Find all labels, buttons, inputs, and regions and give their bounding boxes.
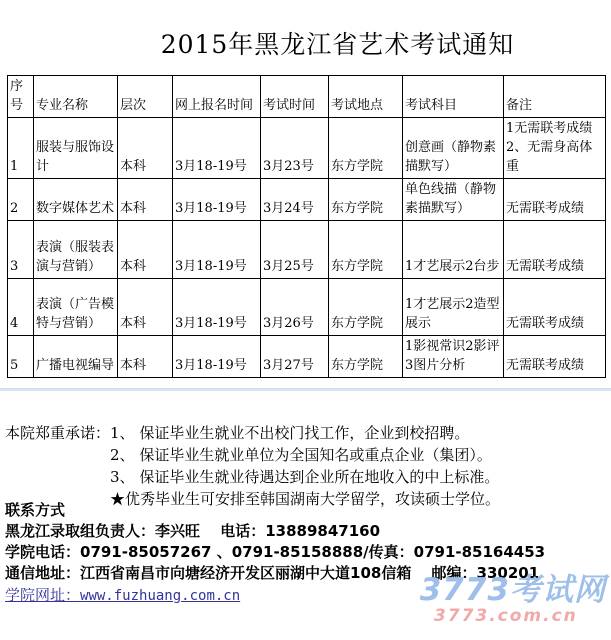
cell-exam-time: 3月23号 xyxy=(261,118,329,179)
contact-recruiter-line: 黑龙江录取组负责人：李兴旺 电话：13889847160 xyxy=(5,522,381,540)
col-header-note: 备注 xyxy=(504,76,606,118)
cell-subjects: 单色线描（静物素描默写） xyxy=(403,179,504,221)
contact-section xyxy=(5,500,605,607)
cell-reg-time: 3月18-19号 xyxy=(173,179,261,221)
promise-label: 本院郑重承诺： xyxy=(5,424,111,442)
col-header-major: 专业名称 xyxy=(34,76,118,118)
horizontal-divider xyxy=(0,388,611,391)
promise-item: 3、 保证毕业生就业待遇达到企业所在地收入的中上标准。 xyxy=(110,468,500,486)
cell-exam-time: 3月25号 xyxy=(261,221,329,279)
cell-location: 东方学院 xyxy=(329,118,403,179)
cell-no: 1 xyxy=(8,118,34,179)
website-link[interactable] xyxy=(5,585,240,607)
cell-reg-time: 3月18-19号 xyxy=(173,221,261,279)
exam-notice-table xyxy=(7,75,606,378)
cell-reg-time: 3月18-19号 xyxy=(173,336,261,378)
table-row xyxy=(8,336,606,378)
cell-level: 本科 xyxy=(118,279,173,336)
cell-level: 本科 xyxy=(118,221,173,279)
col-header-location: 考试地点 xyxy=(329,76,403,118)
cell-major: 广播电视编导 xyxy=(34,336,118,378)
col-header-level: 层次 xyxy=(118,76,173,118)
cell-major: 表演（服装表演与营销） xyxy=(34,221,118,279)
col-header-subjects: 考试科目 xyxy=(403,76,504,118)
website-url: www.fuzhuang.com.cn xyxy=(80,588,241,604)
cell-subjects: 1才艺展示2造型展示 xyxy=(403,279,504,336)
col-header-exam-time: 考试时间 xyxy=(261,76,329,118)
cell-reg-time: 3月18-19号 xyxy=(173,118,261,179)
table-row xyxy=(8,118,606,179)
col-header-reg-time: 网上报名时间 xyxy=(173,76,261,118)
cell-reg-time: 3月18-19号 xyxy=(173,279,261,336)
contact-phone-line: 学院电话：0791-85057267 、0791-85158888/传真：0791-85164453 xyxy=(5,543,546,561)
contact-heading: 联系方式 xyxy=(5,501,66,519)
cell-level: 本科 xyxy=(118,336,173,378)
cell-note: 1无需联考成绩2、无需身高体重 xyxy=(504,118,606,179)
watermark-domain: 3773.com.cn xyxy=(433,606,578,626)
cell-exam-time: 3月26号 xyxy=(261,279,329,336)
promise-item: 2、 保证毕业生就业单位为全国知名或重点企业（集团）。 xyxy=(110,446,492,464)
cell-subjects: 1才艺展示2台步 xyxy=(403,221,504,279)
cell-level: 本科 xyxy=(118,118,173,179)
cell-location: 东方学院 xyxy=(329,336,403,378)
cell-major: 表演（广告模特与营销） xyxy=(34,279,118,336)
cell-no: 5 xyxy=(8,336,34,378)
cell-no: 3 xyxy=(8,221,34,279)
page-title: 2015年黑龙江省艺术考试通知 xyxy=(160,30,515,59)
cell-note: 无需联考成绩 xyxy=(504,179,606,221)
cell-note: 无需联考成绩 xyxy=(504,221,606,279)
watermark-site-name: 3773考试网 xyxy=(419,572,606,608)
cell-location: 东方学院 xyxy=(329,279,403,336)
promise-items xyxy=(110,422,605,510)
table-row xyxy=(8,221,606,279)
cell-subjects: 创意画（静物素描默写） xyxy=(403,118,504,179)
cell-level: 本科 xyxy=(118,179,173,221)
cell-major: 数字媒体艺术 xyxy=(34,179,118,221)
col-header-no: 序号 xyxy=(8,76,34,118)
cell-subjects: 1影视常识2影评3图片分析 xyxy=(403,336,504,378)
promise-item: ★优秀毕业生可安排至韩国湖南大学留学，攻读硕士学位。 xyxy=(110,490,501,508)
table-row xyxy=(8,179,606,221)
cell-no: 4 xyxy=(8,279,34,336)
cell-location: 东方学院 xyxy=(329,179,403,221)
cell-note: 无需联考成绩 xyxy=(504,336,606,378)
cell-no: 2 xyxy=(8,179,34,221)
cell-location: 东方学院 xyxy=(329,221,403,279)
cell-major: 服装与服饰设计 xyxy=(34,118,118,179)
cell-exam-time: 3月27号 xyxy=(261,336,329,378)
website-label: 学院网址： xyxy=(5,586,81,604)
contact-address-line: 通信地址：江西省南昌市向塘经济开发区丽湖中大道108信箱 邮编：330201 xyxy=(5,564,540,582)
table-row xyxy=(8,279,606,336)
cell-note: 无需联考成绩 xyxy=(504,279,606,336)
cell-exam-time: 3月24号 xyxy=(261,179,329,221)
promise-item: 1、 保证毕业生就业不出校门找工作，企业到校招聘。 xyxy=(110,424,470,442)
table-header-row xyxy=(8,76,606,118)
promise-section xyxy=(5,422,605,510)
